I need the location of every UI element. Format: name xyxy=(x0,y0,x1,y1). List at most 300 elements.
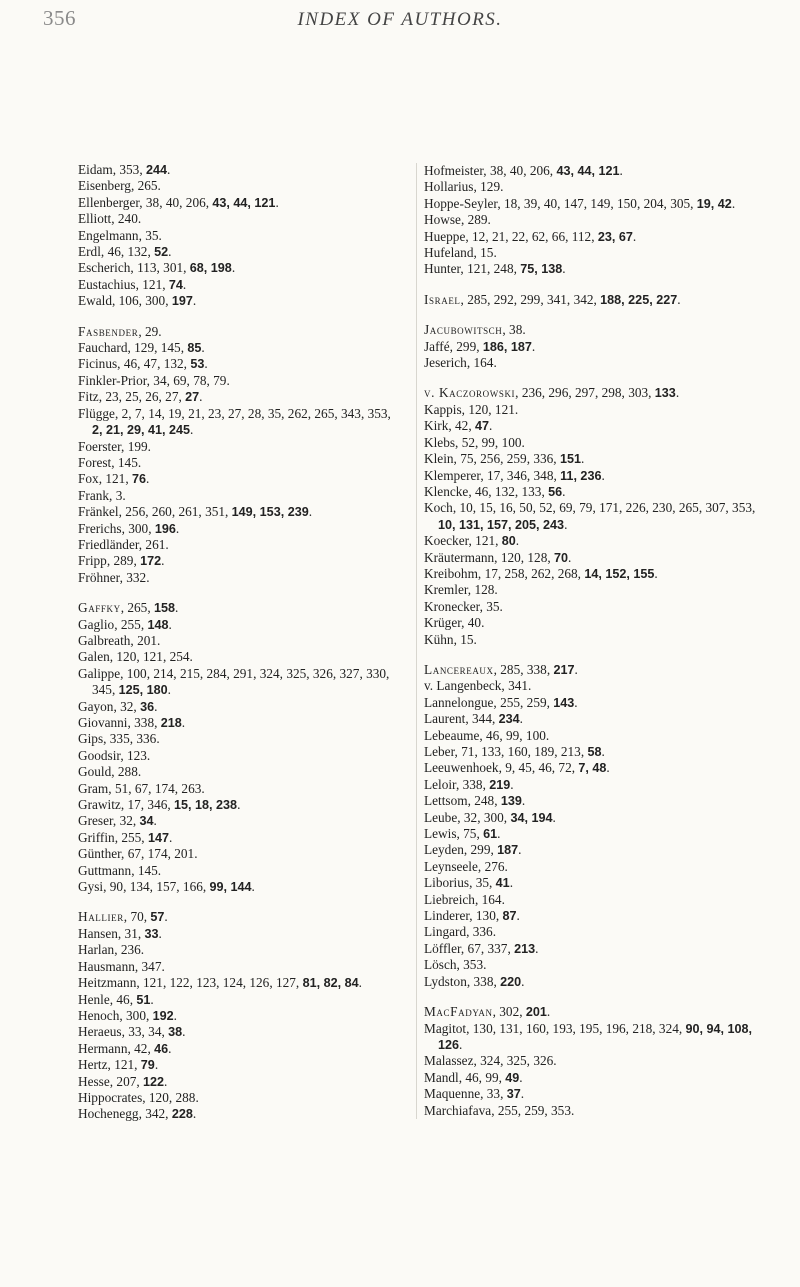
bold-page-references: 148 xyxy=(147,617,169,632)
author-name: Hofmeister xyxy=(424,163,484,178)
bold-page-references: 122 xyxy=(143,1074,165,1089)
index-entry: Kremler, 128. xyxy=(424,582,498,598)
index-entry: Günther, 67, 174, 201. xyxy=(78,846,198,862)
bold-page-references: 74 xyxy=(168,277,183,292)
index-entry: Jeserich, 164. xyxy=(424,355,497,371)
bold-page-references: 76 xyxy=(131,472,146,487)
index-entry: Hertz, 121, 79. xyxy=(78,1057,159,1073)
page-references: 42 xyxy=(134,1040,148,1056)
page-references: 201 xyxy=(137,632,158,648)
page-references: 32 xyxy=(120,698,134,714)
page-references: 199 xyxy=(127,438,148,454)
author-name: Hallier xyxy=(78,909,124,925)
author-name: Erdl xyxy=(78,244,101,260)
index-entry: Hesse, 207, 122. xyxy=(78,1073,168,1089)
index-entry: Greser, 32, 34. xyxy=(78,813,157,829)
index-letter-group xyxy=(424,385,764,648)
page-references: 129, 145 xyxy=(134,340,181,356)
page-references: 32 xyxy=(119,813,133,829)
index-entry: Linderer, 130, 87. xyxy=(424,908,520,924)
author-name: Harlan xyxy=(78,942,115,958)
index-letter-group xyxy=(78,162,393,310)
index-entry: Fauchard, 129, 145, 85. xyxy=(78,340,205,356)
page-references: 353 xyxy=(463,957,484,973)
bold-page-references: 70 xyxy=(554,550,569,565)
index-entry: Eisenberg, 265. xyxy=(78,178,161,194)
index-entry: Ellenberger, 38, 40, 206, 43, 44, 121. xyxy=(78,194,279,210)
author-name: Gould xyxy=(78,764,112,780)
author-name: Fitz xyxy=(78,389,99,405)
index-entry: Gysi, 90, 134, 157, 166, 99, 144. xyxy=(78,879,255,895)
author-name: Leloir xyxy=(424,776,456,792)
bold-page-references: 79 xyxy=(140,1058,155,1073)
index-entry: Frank, 3. xyxy=(78,487,126,503)
index-entry: Hoppe-Seyler, 18, 39, 40, 147, 149, 150, 204, 305, 19, 42. xyxy=(424,195,736,211)
bold-page-references: 220 xyxy=(500,974,522,989)
author-name: Ellenberger xyxy=(78,194,140,210)
page-references: 123 xyxy=(126,747,147,763)
index-entry: Gould, 288. xyxy=(78,764,142,780)
author-name: Kremler xyxy=(424,582,468,598)
index-entry: Hufeland, 15. xyxy=(424,245,497,261)
author-name: Greser xyxy=(78,813,113,829)
author-name: Ficinus xyxy=(78,356,118,372)
index-letter-group xyxy=(78,324,393,587)
page-references: 240 xyxy=(117,211,138,227)
page-references: 276 xyxy=(484,858,505,874)
index-entry: Harlan, 236. xyxy=(78,942,145,958)
index-entry: Gips, 335, 336. xyxy=(78,731,160,747)
page-references: 236 xyxy=(120,942,141,958)
author-name: Klebs xyxy=(424,434,456,450)
page-references: 285, 338 xyxy=(500,661,547,677)
index-entry: Lingard, 336. xyxy=(424,924,497,940)
bold-page-references: 34, 194 xyxy=(510,810,553,825)
page-references: 120, 288 xyxy=(148,1089,196,1105)
bold-page-references: 38 xyxy=(168,1025,183,1040)
author-name: Frank xyxy=(78,487,110,503)
author-name: Flügge xyxy=(78,405,115,421)
author-name: Fasbender xyxy=(78,323,139,339)
page-references: 42 xyxy=(455,418,469,434)
page-references: 46, 47, 132 xyxy=(123,356,184,372)
index-entry: Hippocrates, 120, 288. xyxy=(78,1089,199,1105)
author-name: Fauchard xyxy=(78,340,128,356)
page-references: 121 xyxy=(142,276,163,292)
index-letter-group xyxy=(424,163,764,278)
page-references: 34, 69, 78, 79 xyxy=(153,372,227,388)
bold-page-references: 43, 44, 121 xyxy=(212,195,276,210)
index-entry: Klemperer, 17, 346, 348, 11, 236. xyxy=(424,467,605,483)
author-name: Kräutermann xyxy=(424,549,495,565)
index-entry: Escherich, 113, 301, 68, 198. xyxy=(78,260,236,276)
author-name: Gaffky xyxy=(78,600,121,616)
author-name: Ewald xyxy=(78,293,112,309)
bold-page-references: 36 xyxy=(140,699,155,714)
index-entry: Leyden, 299, 187. xyxy=(424,842,522,858)
author-name: Hochenegg xyxy=(78,1106,139,1122)
page-references: 145 xyxy=(137,862,158,878)
index-letter-group xyxy=(78,600,393,895)
author-name: Günther xyxy=(78,846,122,862)
index-entry: Jacubowitsch, 38. xyxy=(424,322,526,338)
page-references: 338 xyxy=(473,973,494,989)
bold-page-references: 139 xyxy=(500,794,522,809)
page-references: 261 xyxy=(145,536,166,552)
page-references: 164 xyxy=(473,355,494,371)
bold-page-references: 7, 48 xyxy=(578,761,607,776)
bold-page-references: 33 xyxy=(144,926,159,941)
author-name: Galippe xyxy=(78,665,121,681)
author-name: Lewis xyxy=(424,826,457,842)
author-name: Kirk xyxy=(424,418,449,434)
index-letter-group xyxy=(424,292,764,308)
index-entry: Hallier, 70, 57. xyxy=(78,909,168,925)
bold-page-references: 41 xyxy=(495,876,510,891)
author-name: Hertz xyxy=(78,1057,108,1073)
index-entry: Hermann, 42, 46. xyxy=(78,1040,172,1056)
index-entry: Heitzmann, 121, 122, 123, 124, 126, 127, 81, 82, 84. xyxy=(78,975,362,991)
page-references: 299 xyxy=(470,842,491,858)
page-references: 31 xyxy=(124,925,138,941)
author-name: Hermann xyxy=(78,1040,128,1056)
bold-page-references: 19, 42 xyxy=(696,196,732,211)
author-name: Israel xyxy=(424,291,461,307)
bold-page-references: 34 xyxy=(139,814,154,829)
bold-page-references: 158 xyxy=(153,601,175,616)
author-name: Forest xyxy=(78,454,112,470)
page-references: 255 xyxy=(121,829,142,845)
author-name: Liborius xyxy=(424,875,470,891)
bold-page-references: 11, 236 xyxy=(560,468,602,483)
index-entry: Malassez, 324, 325, 326. xyxy=(424,1053,557,1069)
index-entry: Koecker, 121, 80. xyxy=(424,533,520,549)
index-entry: Leube, 32, 300, 34, 194. xyxy=(424,809,556,825)
author-name: Friedländer xyxy=(78,536,139,552)
index-entry: v. Langenbeck, 341. xyxy=(424,678,532,694)
page-references: 332 xyxy=(126,569,147,585)
author-name: Hunter xyxy=(424,261,461,277)
page-references: 46, 132 xyxy=(107,244,148,260)
index-entry: Fröhner, 332. xyxy=(78,569,150,585)
author-name: Elliott xyxy=(78,211,112,227)
index-entry: Maquenne, 33, 37. xyxy=(424,1086,525,1102)
page-references: 9, 45, 46, 72 xyxy=(505,760,572,776)
author-name: Kappis xyxy=(424,401,462,417)
bold-page-references: 27 xyxy=(185,390,200,405)
index-entry: Gayon, 32, 36. xyxy=(78,698,158,714)
author-name: Fox xyxy=(78,471,99,487)
author-name: Leynseele xyxy=(424,858,478,874)
index-entry: Fox, 121, 76. xyxy=(78,471,150,487)
index-entry: Hunter, 121, 248, 75, 138. xyxy=(424,261,566,277)
author-name: MacFadyan xyxy=(424,1004,493,1020)
author-name: Eisenberg xyxy=(78,178,131,194)
bold-page-references: 188, 225, 227 xyxy=(600,292,678,307)
author-name: Hollarius xyxy=(424,179,474,195)
bold-page-references: 228 xyxy=(171,1107,193,1122)
author-name: Escherich xyxy=(78,260,131,276)
page-references: 300 xyxy=(126,1007,146,1023)
index-entry: Frerichs, 300, 196. xyxy=(78,520,180,536)
bold-page-references: 61 xyxy=(483,827,498,842)
index-entry: Galippe, 100, 214, 215, 284, 291, 324, 325, 326, 327, 330, 345, 125, 180. xyxy=(78,665,390,698)
page-references: 10, 15, 16, 50, 52, 69, 79, 171, 226, 230, 265, 307, 353 xyxy=(459,500,752,516)
author-name: Laurent xyxy=(424,711,466,727)
index-entry: Hofmeister, 38, 40, 206, 43, 44, 121. xyxy=(424,163,623,178)
page-references: 128 xyxy=(474,582,495,598)
author-name: Klemperer xyxy=(424,467,481,483)
author-name: Krüger xyxy=(424,615,462,631)
page-references: 289 xyxy=(113,553,134,569)
author-name: Engelmann xyxy=(78,227,139,243)
index-entry: Leber, 71, 133, 160, 189, 213, 58. xyxy=(424,744,605,759)
author-name: Magitot xyxy=(424,1020,467,1036)
page-references: 121, 122, 123, 124, 126, 127 xyxy=(143,975,296,991)
page-references: 120, 121 xyxy=(468,401,515,417)
author-name: Klein xyxy=(424,451,454,467)
bold-page-references: 125, 180 xyxy=(118,683,168,698)
index-entry: Eidam, 353, 244. xyxy=(78,162,171,177)
index-entry: Kreibohm, 17, 258, 262, 268, 14, 152, 155. xyxy=(424,565,658,581)
page-references: 38 xyxy=(509,322,523,338)
index-entry: Hausmann, 347. xyxy=(78,958,165,974)
page-references: 106, 300 xyxy=(118,293,166,309)
author-name: Maquenne xyxy=(424,1086,481,1102)
page-references: 67, 174, 201 xyxy=(127,846,195,862)
bold-page-references: 201 xyxy=(525,1005,547,1020)
author-name: Guttmann xyxy=(78,862,132,878)
author-name: Lettsom xyxy=(424,793,468,809)
index-entry: Lancereaux, 285, 338, 217. xyxy=(424,661,578,677)
bold-page-references: 192 xyxy=(152,1008,174,1023)
author-name: Marchiafava xyxy=(424,1102,492,1118)
page-references: 129 xyxy=(480,179,501,195)
bold-page-references: 81, 82, 84 xyxy=(302,976,359,991)
author-name: Gayon xyxy=(78,698,114,714)
author-name: Gips xyxy=(78,731,104,747)
page-references: 265 xyxy=(127,600,148,616)
page-references: 324, 325, 326 xyxy=(480,1053,554,1069)
bold-page-references: 68, 198 xyxy=(189,261,232,276)
bold-page-references: 234 xyxy=(498,712,520,727)
index-entry: Fripp, 289, 172. xyxy=(78,553,165,569)
index-entry: Guttmann, 145. xyxy=(78,862,162,878)
index-entry: Hansen, 31, 33. xyxy=(78,925,162,941)
author-name: Hueppe xyxy=(424,228,466,244)
index-letter-group xyxy=(424,322,764,371)
index-entry: Lydston, 338, 220. xyxy=(424,973,525,989)
author-name: Lebeaume xyxy=(424,727,480,743)
index-entry: Israel, 285, 292, 299, 341, 342, 188, 225, 227. xyxy=(424,291,681,307)
bold-page-references: 149, 153, 239 xyxy=(231,505,309,520)
page-references: 248 xyxy=(474,793,495,809)
author-name: Henle xyxy=(78,991,110,1007)
author-name: Heitzmann xyxy=(78,975,137,991)
index-entry: Griffin, 255, 147. xyxy=(78,829,173,845)
bold-page-references: 10, 131, 157, 205, 243 xyxy=(438,517,565,532)
author-name: Jeserich xyxy=(424,355,467,371)
author-name: Frerichs xyxy=(78,520,122,536)
bold-page-references: 143 xyxy=(553,695,575,710)
page-references: 164 xyxy=(481,891,502,907)
author-name: Leube xyxy=(424,809,458,825)
bold-page-references: 218 xyxy=(160,716,182,730)
author-name: Heraeus xyxy=(78,1024,122,1040)
author-name: Hippocrates xyxy=(78,1089,143,1105)
index-entry: Lösch, 353. xyxy=(424,957,487,973)
index-entry: Fränkel, 256, 260, 261, 351, 149, 153, 239. xyxy=(78,504,313,520)
page-references: 38, 40, 206 xyxy=(145,194,206,210)
index-entry: Lettsom, 248, 139. xyxy=(424,793,526,809)
author-name: Klencke xyxy=(424,483,469,499)
index-letter-group xyxy=(424,662,764,990)
bold-page-references: 56 xyxy=(548,484,563,499)
index-entry: Henoch, 300, 192. xyxy=(78,1007,177,1023)
author-name: Finkler-Prior xyxy=(78,372,147,388)
bold-page-references: 58 xyxy=(587,745,602,759)
author-name: Giovanni xyxy=(78,715,128,730)
author-name: Grawitz xyxy=(78,797,121,813)
index-entry: Lannelongue, 255, 259, 143. xyxy=(424,694,578,710)
page-references: 335, 336 xyxy=(109,731,157,747)
page-references: 35 xyxy=(486,598,500,614)
author-name: Lannelongue xyxy=(424,694,494,710)
index-entry: Kappis, 120, 121. xyxy=(424,401,519,417)
page-references: 121, 248 xyxy=(467,261,514,277)
author-name: Galbreath xyxy=(78,632,131,648)
index-entry: v. Kaczorowski, 236, 296, 297, 298, 303, 133. xyxy=(424,385,680,401)
page-references: 288 xyxy=(117,764,138,780)
author-name: Henoch xyxy=(78,1007,120,1023)
bold-page-references: 49 xyxy=(505,1070,520,1085)
page-references: 120, 128 xyxy=(500,549,548,565)
index-entry: Howse, 289. xyxy=(424,212,491,228)
author-name: Hoppe-Seyler xyxy=(424,195,498,211)
page-references: 33, 34 xyxy=(128,1024,162,1040)
bold-page-references: 57 xyxy=(150,910,165,925)
page-references: 2, 7, 14, 19, 21, 23, 27, 28, 35, 262, 265, 343, 353 xyxy=(121,405,388,421)
bold-page-references: 217 xyxy=(553,662,575,677)
index-entry: Giovanni, 338, 218. xyxy=(78,715,186,730)
bold-page-references: 51 xyxy=(136,992,151,1007)
index-entry: Jaffé, 299, 186, 187. xyxy=(424,338,536,354)
author-name: Hufeland xyxy=(424,245,474,261)
index-entry: Mandl, 46, 99, 49. xyxy=(424,1069,523,1085)
index-entry: Marchiafava, 255, 259, 353. xyxy=(424,1102,575,1118)
bold-page-references: 196 xyxy=(154,521,176,536)
author-name: Löffler xyxy=(424,940,461,956)
page-references: 255, 259, 353 xyxy=(497,1102,571,1118)
running-title: INDEX OF AUTHORS. xyxy=(297,9,503,30)
page-references: 130 xyxy=(475,908,496,924)
page-references: 300 xyxy=(128,520,149,536)
index-entry: Gram, 51, 67, 174, 263. xyxy=(78,780,205,796)
author-name: Gaglio xyxy=(78,616,115,632)
page-references: 285, 292, 299, 341, 342 xyxy=(467,291,594,307)
index-entry: Flügge, 2, 7, 14, 19, 21, 23, 27, 28, 35, 262, 265, 343, 353, 2, 21, 29, 41, 245. xyxy=(78,405,391,438)
author-name: Goodsir xyxy=(78,747,121,763)
page-references: 130, 131, 160, 193, 195, 196, 218, 324 xyxy=(472,1020,679,1036)
index-entry: Kirk, 42, 47. xyxy=(424,418,493,434)
index-entry: Fasbender, 29. xyxy=(78,323,162,339)
page-references: 207 xyxy=(116,1073,137,1089)
page-references: 336 xyxy=(472,924,493,940)
bold-page-references: 197 xyxy=(171,294,193,309)
bold-page-references: 172 xyxy=(140,554,162,569)
index-entry: Finkler-Prior, 34, 69, 78, 79. xyxy=(78,372,230,388)
author-name: Jacubowitsch xyxy=(424,322,503,338)
page-references: 17, 346, 348 xyxy=(486,467,554,483)
page-references: 38, 40, 206 xyxy=(489,163,550,178)
author-name: Galen xyxy=(78,649,110,665)
author-name: Koecker xyxy=(424,533,469,549)
index-entry: Koch, 10, 15, 16, 50, 52, 69, 79, 171, 226, 230, 265, 307, 353, 10, 131, 157, 205, 243. xyxy=(424,500,756,532)
author-name: Hesse xyxy=(78,1073,110,1089)
author-name: v. Kaczorowski xyxy=(424,385,516,401)
bold-page-references: 53 xyxy=(190,357,205,372)
page-references: 255, 259 xyxy=(500,694,547,710)
author-name: Fripp xyxy=(78,553,107,569)
index-entry: Leynseele, 276. xyxy=(424,858,508,874)
page-references: 32, 300 xyxy=(463,809,504,825)
page-references: 299 xyxy=(456,338,477,354)
bold-page-references: 46 xyxy=(154,1041,169,1056)
page-references: 121 xyxy=(475,533,496,549)
index-entry: Hueppe, 12, 21, 22, 62, 66, 112, 23, 67. xyxy=(424,228,637,244)
page-references: 29 xyxy=(144,323,159,339)
bold-page-references: 14, 152, 155 xyxy=(584,566,655,581)
index-entry: MacFadyan, 302, 201. xyxy=(424,1004,551,1020)
page-references: 46, 132, 133 xyxy=(474,483,542,499)
index-column-left xyxy=(78,162,393,1123)
bold-page-references: 147 xyxy=(147,830,169,845)
page-references: 3 xyxy=(115,487,123,503)
author-name: Liebreich xyxy=(424,891,475,907)
author-name: Gysi xyxy=(78,879,104,895)
bold-page-references: 151 xyxy=(559,452,581,467)
page-references: 46, 99, 100 xyxy=(486,727,546,743)
bold-page-references: 47 xyxy=(474,419,489,434)
author-name: Foerster xyxy=(78,438,122,454)
page-references: 15 xyxy=(460,631,474,647)
index-entry: Lebeaume, 46, 99, 100. xyxy=(424,727,550,743)
bold-page-references: 52 xyxy=(154,245,169,260)
page-references: 67, 337 xyxy=(467,940,508,956)
index-letter-group xyxy=(424,1004,764,1119)
author-name: Leyden xyxy=(424,842,464,858)
index-entry: Ewald, 106, 300, 197. xyxy=(78,293,197,309)
author-name: Eidam xyxy=(78,162,113,177)
index-entry: Galen, 120, 121, 254. xyxy=(78,649,193,665)
page-references: 341 xyxy=(508,678,529,694)
bold-page-references: 99, 144 xyxy=(209,880,252,895)
page-references: 52, 99, 100 xyxy=(461,434,522,450)
page-references: 338 xyxy=(462,776,483,792)
index-entry: Eustachius, 121, 74. xyxy=(78,276,187,292)
page-references: 46 xyxy=(116,991,130,1007)
author-name: Jaffé xyxy=(424,338,450,354)
page-references: 35 xyxy=(475,875,490,891)
index-entry: Elliott, 240. xyxy=(78,211,142,227)
page-references: 338 xyxy=(134,715,155,730)
index-entry: Leeuwenhoek, 9, 45, 46, 72, 7, 48. xyxy=(424,760,610,776)
bold-page-references: 2, 21, 29, 41, 245 xyxy=(92,423,191,438)
index-entry: Löffler, 67, 337, 213. xyxy=(424,940,539,956)
page-references: 302 xyxy=(499,1004,520,1020)
index-entry: Hochenegg, 342, 228. xyxy=(78,1106,197,1122)
author-name: Hansen xyxy=(78,925,118,941)
